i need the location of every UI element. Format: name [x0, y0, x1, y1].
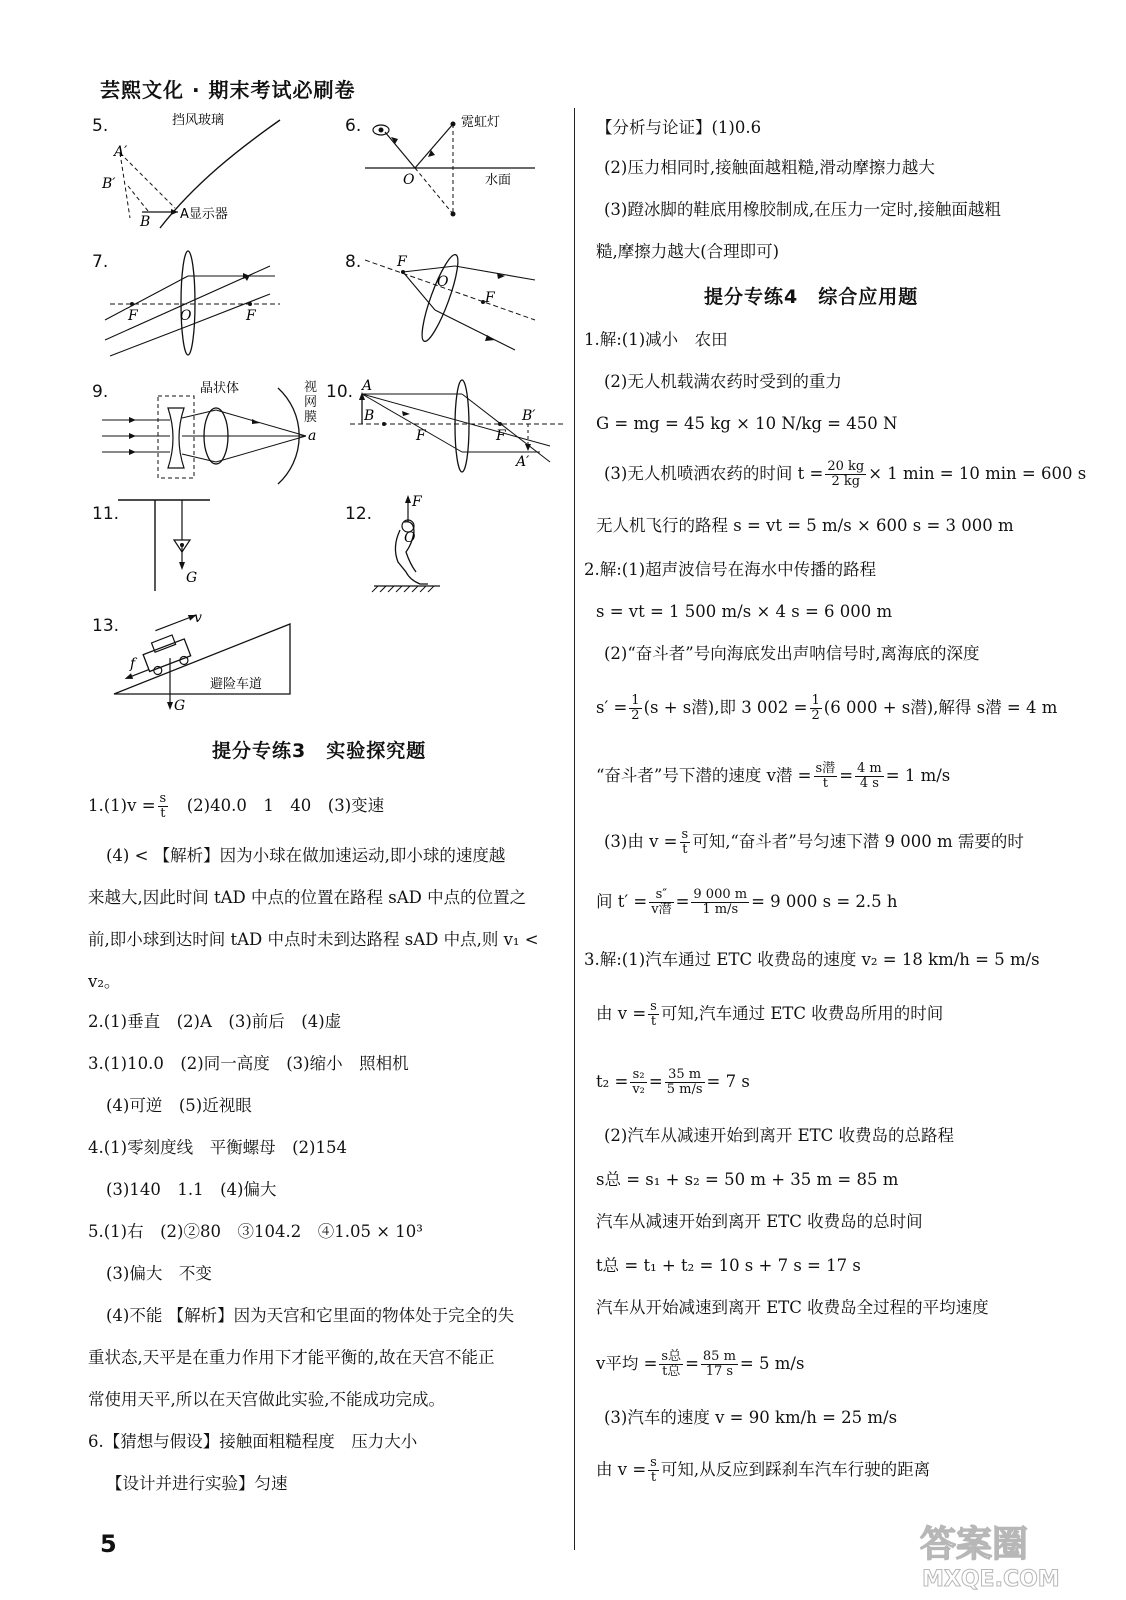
formula-v-label: v = [127, 796, 156, 815]
text-line: s总 = s₁ + s₂ = 50 m + 35 m = 85 m [596, 1170, 899, 1189]
formula-text: = 5 m/s [739, 1354, 805, 1373]
answer-5-line3: (4)不能 【解析】因为天宫和它里面的物体处于完全的失 [106, 1306, 515, 1325]
figure-5-windshield-reflection [100, 108, 300, 233]
fraction-den: t [160, 806, 166, 821]
answer-1-prefix: 1.(1) [88, 796, 128, 815]
label-escape-lane: 避险车道 [210, 677, 263, 692]
formula-text: = [839, 766, 854, 785]
fraction [630, 1068, 647, 1097]
figure-6-water-reflection [365, 110, 545, 225]
label-f-left: F [128, 308, 138, 324]
formula-text: (s + s潜),即 3 002 = [643, 698, 808, 717]
svg-text:答案圈: 答案圈 [920, 1524, 1029, 1565]
label-retina: 视网膜 [304, 380, 318, 425]
label-f-right: F [246, 308, 256, 324]
label-water-surface: 水面 [485, 173, 512, 188]
formula-text: 可知,汽车通过 ETC 收费岛所用的时间 [660, 1004, 944, 1023]
formula-text: v平均 = [596, 1354, 658, 1373]
formula-text: = [685, 1354, 699, 1373]
text-line: (2)压力相同时,接触面越粗糙,滑动摩擦力越大 [604, 158, 935, 177]
label-g: G [186, 570, 198, 586]
fraction [825, 460, 866, 489]
fraction-den: t [682, 842, 688, 857]
formula-line [604, 828, 1024, 857]
label-a-prime: A′ [114, 144, 128, 160]
fraction-num: s [650, 1455, 657, 1470]
text-line: 来越大,因此时间 tAD 中点的位置在路程 sAD 中点的位置之 [88, 888, 527, 907]
fraction-num: s [159, 791, 167, 806]
fraction-den: t [822, 776, 828, 791]
fraction [701, 1350, 738, 1379]
fraction-num: s [681, 827, 689, 842]
figure-7-convex-lens [100, 248, 290, 358]
formula-text: v = [617, 1460, 647, 1479]
text-line: v₂。 [88, 972, 121, 991]
text-line: 【分析与论证】(1)0.6 [596, 118, 762, 137]
label-f: F [412, 494, 422, 510]
formula-text: 可知,“奋斗者”号匀速下潜 9 000 m 需要的时 [692, 832, 1024, 851]
fraction-den: t [650, 1470, 657, 1485]
fraction-den: v₂ [632, 1082, 645, 1097]
label-a: A [362, 378, 373, 394]
formula-text: v = [617, 1004, 647, 1023]
fraction-num: 20 kg [827, 459, 865, 474]
fraction-num: 1 [811, 693, 820, 708]
fraction [649, 888, 673, 917]
answer-3-line1: 3.(1)10.0 (2)同一高度 (3)缩小 照相机 [88, 1054, 409, 1073]
label-windshield: 挡风玻璃 [172, 113, 225, 128]
text-line: 无人机飞行的路程 s = vt = 5 m/s × 600 s = 3 000 m [596, 516, 1014, 535]
section-title-4: 提分专练4 综合应用题 [704, 286, 919, 308]
fraction-num: 1 [631, 693, 640, 708]
answer-5-line2: (3)偏大 不变 [106, 1264, 212, 1283]
answer-4-line2: (3)140 1.1 (4)偏大 [106, 1180, 277, 1199]
fraction [629, 694, 641, 723]
fraction-den: v潜 [651, 902, 672, 917]
figure-number: 6. [345, 116, 362, 136]
formula-line [604, 460, 1086, 489]
fraction [648, 1000, 659, 1029]
label-v: v [194, 610, 202, 626]
formula-text: (6 000 + s潜),解得 s潜 = 4 m [823, 698, 1058, 717]
answer-5-line4: 重状态,天平是在重力作用下才能平衡的,故在天宫不能正 [88, 1348, 495, 1367]
text-line: (2)“奋斗者”号向海底发出声呐信号时,离海底的深度 [604, 644, 980, 663]
fraction-num: 85 m [702, 1349, 736, 1364]
formula-text: 可知,从反应到踩刹车汽车行驶的距离 [660, 1460, 931, 1479]
section-title-3: 提分专练3 实验探究题 [212, 740, 427, 762]
fraction [855, 762, 884, 791]
formula-text: = 9 000 s = 2.5 h [751, 892, 898, 911]
formula-line [596, 762, 950, 791]
label-o: O [437, 274, 449, 290]
figure-number: 8. [345, 252, 362, 272]
text-line: (4) < 【解析】因为小球在做加速运动,即小球的速度越 [106, 846, 506, 865]
label-o: O [404, 530, 416, 546]
figure-number: 5. [92, 116, 109, 136]
fraction-den: 1 m/s [702, 902, 739, 917]
label-b: B [364, 408, 375, 424]
fraction-num: s″ [649, 888, 673, 903]
text-line: (2)无人机载满农药时受到的重力 [604, 372, 842, 391]
fraction-den: 4 s [859, 776, 879, 791]
text-line: t总 = t₁ + t₂ = 10 s + 7 s = 17 s [596, 1256, 861, 1275]
formula-text: = [648, 1072, 663, 1091]
figure-10-convex-lens-image [350, 376, 570, 476]
label-neon-lamp: 霓虹灯 [461, 115, 501, 130]
label-b-prime: B′ [522, 408, 536, 424]
answer-3-line2: (4)可逆 (5)近视眼 [106, 1096, 252, 1115]
fraction [659, 1350, 683, 1379]
text-line: s = vt = 1 500 m/s × 4 s = 6 000 m [596, 602, 893, 621]
column-divider [574, 108, 575, 1550]
formula-text: 由 [596, 1460, 613, 1479]
answer-5-line5: 常使用天平,所以在天宫做此实验,不能成功完成。 [88, 1390, 445, 1409]
formula-text: 由 [596, 1004, 613, 1023]
answer-6-line2: 【设计并进行实验】匀速 [106, 1474, 288, 1493]
fraction [158, 792, 169, 821]
answer-4-line1: 4.(1)零刻度线 平衡螺母 (2)154 [88, 1138, 347, 1157]
figure-8-convex-lens [365, 240, 545, 360]
formula-text: = 7 s [706, 1072, 750, 1091]
fraction-num: 4 m [857, 761, 882, 776]
formula-text: × 1 min = 10 min = 600 s [868, 464, 1087, 483]
text-line: 1.解:(1)减小 农田 [584, 330, 728, 349]
fraction [648, 1456, 659, 1485]
fraction-den: t [650, 1014, 657, 1029]
text-line: (2)汽车从减速开始到离开 ETC 收费岛的总路程 [604, 1126, 955, 1145]
figure-number: 13. [92, 616, 120, 636]
fraction [810, 694, 822, 723]
fraction-den: 2 [631, 708, 640, 723]
text-line: (3)蹬冰脚的鞋底用橡胶制成,在压力一定时,接触面越粗 [604, 200, 1001, 219]
fraction [680, 828, 691, 857]
text-line: G = mg = 45 kg × 10 N/kg = 450 N [596, 414, 898, 433]
label-a-display: A显示器 [180, 207, 228, 222]
fraction-num: 35 m [665, 1068, 705, 1083]
text-line: 糙,摩擦力越大(合理即可) [596, 242, 780, 261]
answer-1-part1 [88, 792, 384, 821]
text-line: 汽车从开始减速到离开 ETC 收费岛全过程的平均速度 [596, 1298, 989, 1317]
answer-2: 2.(1)垂直 (2)A (3)前后 (4)虚 [88, 1012, 342, 1031]
formula-line [596, 1456, 930, 1485]
figure-number: 10. [326, 382, 354, 402]
figure-9-eye-concave-lens [100, 378, 330, 488]
watermark-logo [912, 1512, 1102, 1592]
fraction-den: 17 s [705, 1364, 734, 1379]
fraction-num: s潜 [815, 761, 836, 776]
label-o: O [180, 308, 192, 324]
formula-text: t₂ = [596, 1072, 629, 1091]
fraction-num: s [650, 999, 657, 1014]
fraction [665, 1068, 705, 1097]
figure-number: 9. [92, 382, 109, 402]
text-line: 2.解:(1)超声波信号在海水中传播的路程 [584, 560, 877, 579]
label-f-left: F [397, 254, 407, 270]
formula-text: (3)由 v = [604, 832, 678, 851]
label-b: B [140, 214, 151, 230]
figure-13-escape-lane [110, 606, 300, 716]
text-line: 3.解:(1)汽车通过 ETC 收费岛的速度 v₂ = 18 km/h = 5 m/s [584, 950, 1040, 969]
svg-text:MXQE.COM: MXQE.COM [922, 1567, 1060, 1592]
fraction-num: s总 [661, 1349, 682, 1364]
text-line: 前,即小球到达时间 tAD 中点时未到达路程 sAD 中点,则 v₁ < [88, 930, 539, 949]
fraction-num: s₂ [630, 1068, 647, 1083]
answer-1-rest: (2)40.0 1 40 (3)变速 [186, 796, 385, 815]
figure-12-person-push [370, 492, 460, 597]
formula-line [596, 1000, 943, 1029]
formula-line [596, 1068, 750, 1097]
fraction-den: 2 kg [831, 474, 861, 489]
formula-line [596, 1350, 804, 1379]
fraction [814, 762, 838, 791]
label-crystalline-lens: 晶状体 [200, 381, 240, 396]
fraction-den: 5 m/s [666, 1082, 703, 1097]
answer-6-line1: 6.【猜想与假设】接触面粗糙程度 压力大小 [88, 1432, 418, 1451]
fraction-den: t总 [662, 1364, 681, 1379]
formula-text: “奋斗者”号下潜的速度 v潜 = [596, 766, 812, 785]
label-f-left: F [416, 428, 426, 444]
answer-5-line1: 5.(1)右 (2)②80 ③104.2 ④1.05 × 10³ [88, 1222, 423, 1241]
formula-text: = [675, 892, 690, 911]
label-f-right: F [496, 428, 506, 444]
figure-11-hanging-object [110, 496, 220, 596]
figure-number: 12. [345, 504, 373, 524]
text-line: 汽车从减速开始到离开 ETC 收费岛的总时间 [596, 1212, 923, 1231]
text-line: (3)汽车的速度 v = 90 km/h = 25 m/s [604, 1408, 898, 1427]
formula-text: = 1 m/s [885, 766, 951, 785]
label-b-prime: B′ [102, 176, 116, 192]
formula-text: s′ = [596, 698, 628, 717]
formula-text: 间 t′ = [596, 892, 648, 911]
label-g: G [174, 698, 186, 714]
page-header-title: 芸熙文化 · 期末考试必刷卷 [100, 78, 356, 102]
fraction-den: 2 [811, 708, 820, 723]
label-a: a [308, 428, 317, 444]
label-a-prime: A′ [516, 454, 530, 470]
label-o: O [403, 172, 415, 188]
page-number: 5 [100, 1530, 117, 1558]
label-f: f [130, 656, 136, 672]
formula-line [596, 694, 1057, 723]
formula-text: (3)无人机喷洒农药的时间 t = [604, 464, 824, 483]
fraction-num: 9 000 m [693, 887, 748, 902]
fraction [691, 888, 749, 917]
label-f-right: F [485, 290, 495, 306]
figure-number: 7. [92, 252, 109, 272]
figure-number: 11. [92, 504, 120, 524]
formula-line [596, 888, 898, 917]
